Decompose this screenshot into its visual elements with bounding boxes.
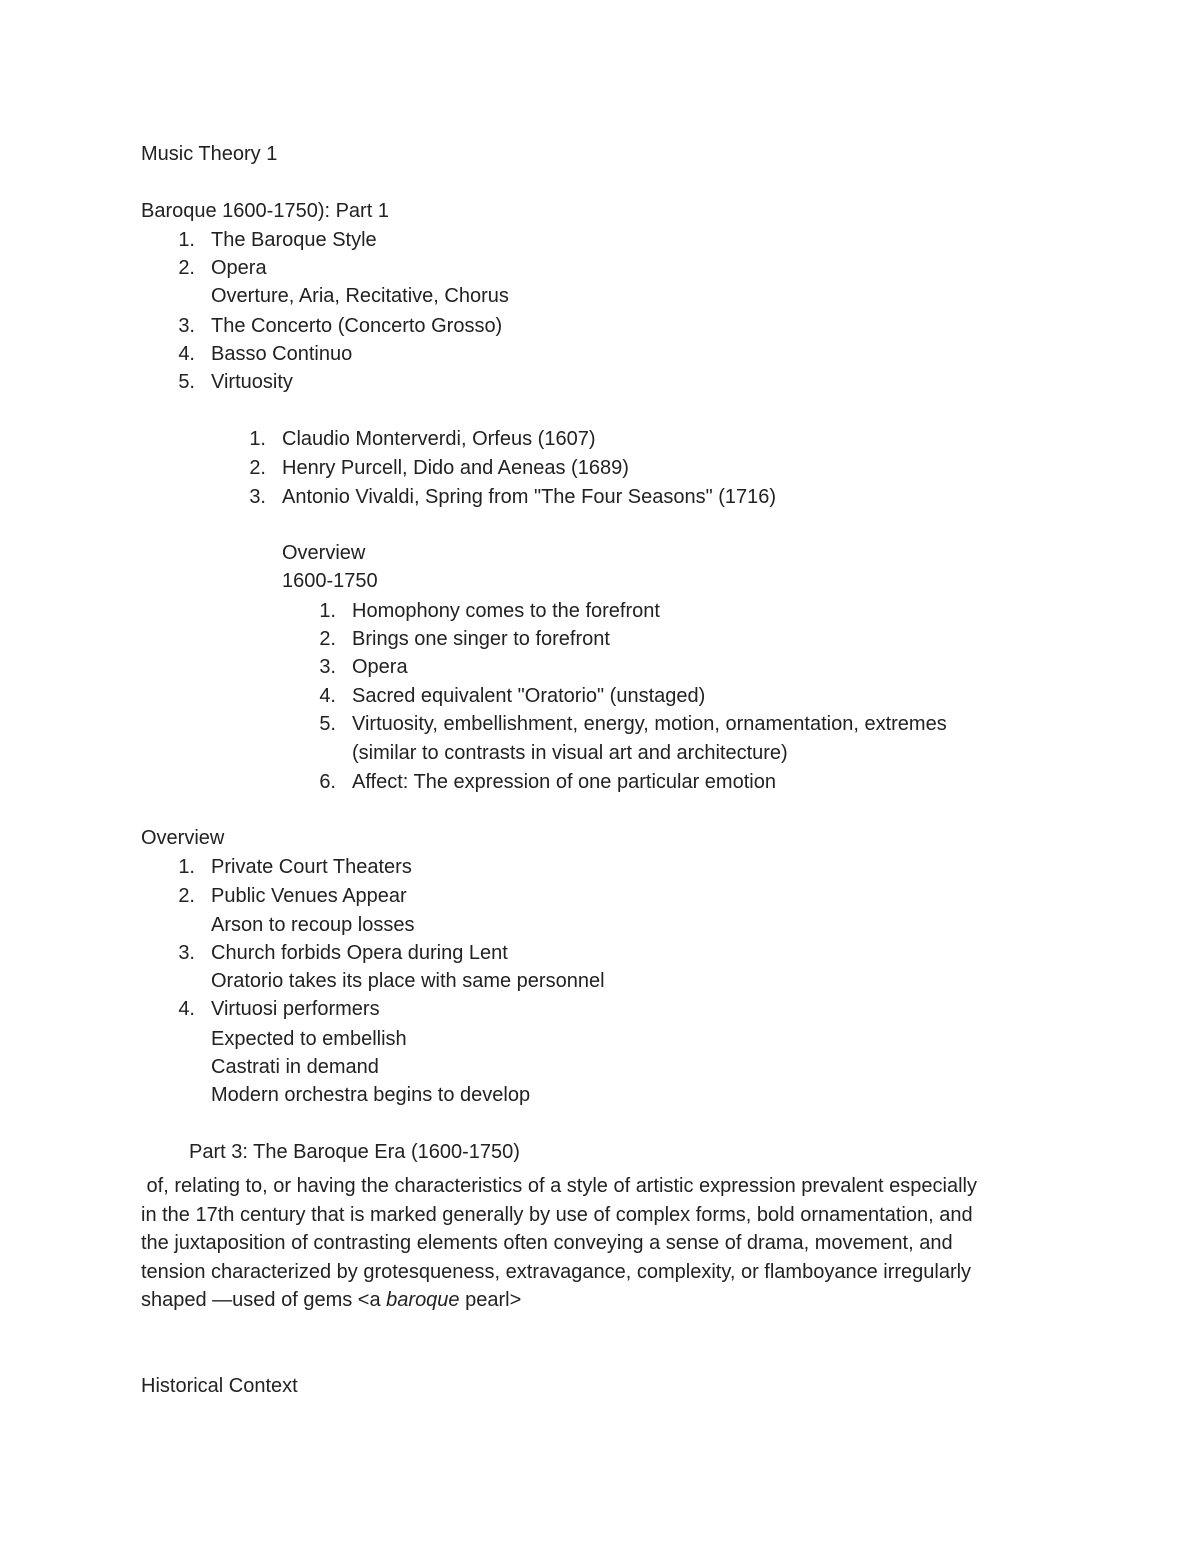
definition-line: the juxtaposition of contrasting elements often conveying a sense of drama, movement, and [141, 1232, 953, 1255]
list-item-continuation: Castrati in demand [211, 1056, 379, 1078]
list-item: The Concerto (Concerto Grosso) [211, 315, 503, 337]
list-number: 1. [319, 600, 336, 622]
list-item-continuation: (similar to contrasts in visual art and architecture) [352, 742, 788, 764]
list-number: 3. [178, 942, 195, 964]
list-number: 3. [319, 656, 336, 678]
list-item-continuation: Modern orchestra begins to develop [211, 1084, 531, 1106]
definition-line: of, relating to, or having the characteristics of a style of artistic expression prevalent especially [141, 1175, 977, 1197]
list-item: Opera [211, 257, 267, 279]
section-heading-historical-context: Historical Context [141, 1375, 298, 1397]
list-number: 4. [178, 998, 195, 1020]
list-number: 5. [319, 713, 336, 735]
list-item: Brings one singer to forefront [352, 628, 610, 650]
list-item: Public Venues Appear [211, 885, 407, 907]
list-item: Antonio Vivaldi, Spring from "The Four Seasons" (1716) [282, 486, 777, 508]
baroque-definition [141, 1172, 1061, 1315]
list-item-continuation: Arson to recoup losses [211, 914, 415, 936]
definition-text: pearl> [459, 1289, 522, 1312]
overview-dates: 1600-1750 [282, 570, 378, 592]
list-item: Virtuosity, embellishment, energy, motion, ornamentation, extremes [352, 713, 947, 735]
definition-line: tension characterized by grotesqueness, extravagance, complexity, or flamboyance irregularly [141, 1260, 972, 1283]
list-item: Basso Continuo [211, 343, 353, 365]
list-number: 2. [249, 457, 266, 479]
definition-line [141, 1286, 1061, 1315]
section-heading-baroque-part1: Baroque 1600-1750): Part 1 [141, 200, 389, 222]
section-heading-overview: Overview [141, 827, 225, 849]
list-number: 3. [249, 486, 266, 508]
list-number: 2. [319, 628, 336, 650]
definition-italic-word: baroque [386, 1289, 460, 1312]
list-item: Virtuosi performers [211, 998, 380, 1020]
list-item: Affect: The expression of one particular emotion [352, 771, 776, 793]
list-number: 3. [178, 315, 195, 337]
list-item: Sacred equivalent "Oratorio" (unstaged) [352, 685, 706, 707]
definition-text: shaped —used of gems <a [141, 1289, 387, 1312]
list-item: Private Court Theaters [211, 856, 412, 878]
list-number: 5. [178, 371, 195, 393]
list-item: Opera [352, 656, 408, 678]
list-number: 2. [178, 257, 195, 279]
list-item: Homophony comes to the forefront [352, 600, 660, 622]
list-number: 4. [178, 343, 195, 365]
list-number: 4. [319, 685, 336, 707]
list-number: 2. [178, 885, 195, 907]
list-item: The Baroque Style [211, 229, 377, 251]
list-item-continuation: Overture, Aria, Recitative, Chorus [211, 285, 509, 307]
document-title: Music Theory 1 [141, 143, 278, 165]
list-item-continuation: Expected to embellish [211, 1028, 407, 1050]
list-number: 6. [319, 771, 336, 793]
definition-line: in the 17th century that is marked generally by use of complex forms, bold ornamentation, and [141, 1203, 973, 1226]
list-item: Claudio Monterverdi, Orfeus (1607) [282, 428, 596, 450]
list-number: 1. [249, 428, 266, 450]
list-item-continuation: Oratorio takes its place with same personnel [211, 970, 605, 992]
list-item: Virtuosity [211, 371, 293, 393]
list-item: Church forbids Opera during Lent [211, 942, 508, 964]
list-number: 1. [178, 856, 195, 878]
list-number: 1. [178, 229, 195, 251]
subsection-heading-overview: Overview [282, 542, 366, 564]
section-heading-baroque-era: Part 3: The Baroque Era (1600-1750) [189, 1141, 520, 1163]
list-item: Henry Purcell, Dido and Aeneas (1689) [282, 457, 629, 479]
